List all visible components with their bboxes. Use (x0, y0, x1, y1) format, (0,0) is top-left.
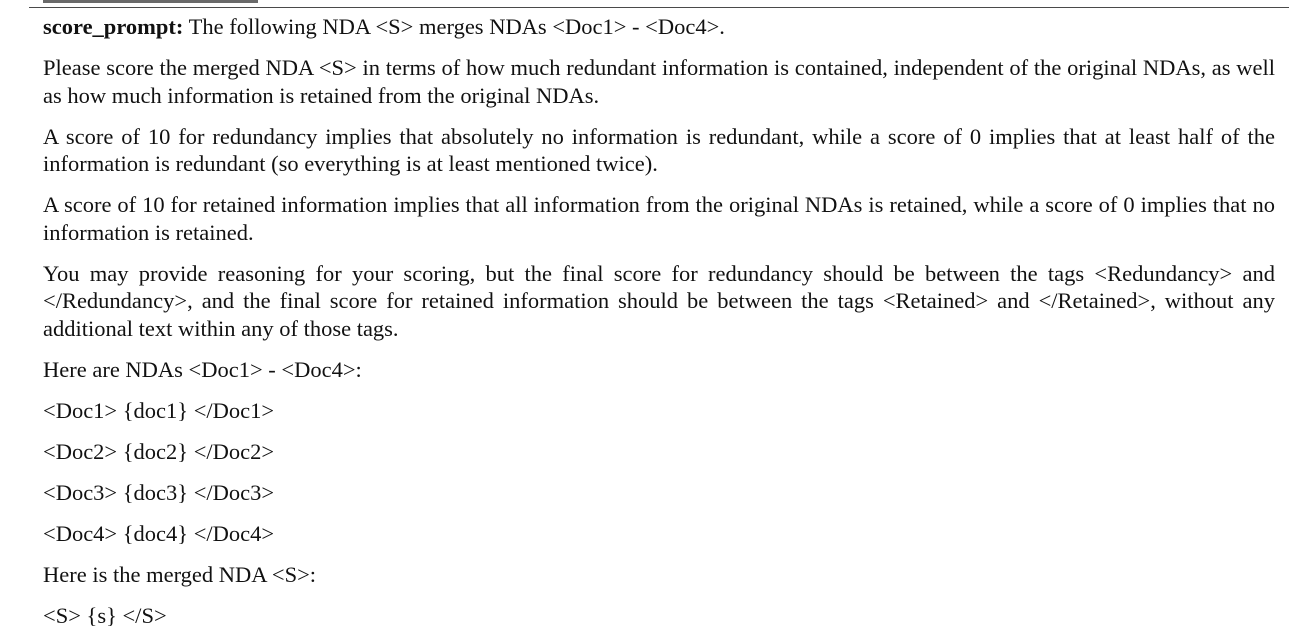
prompt-heading (43, 13, 1275, 41)
merged-line: <S> {s} </S> (43, 602, 167, 628)
merged-intro: Here is the merged NDA <S>: (43, 561, 317, 587)
paragraph-score-request: Please score the merged NDA <S> in terms of how much redundant information is contained, independent of the original NDAs, as well as how much information is retained from the original NDAs. (43, 55, 1275, 108)
prompt-box (43, 13, 1275, 643)
prompt-label: score_prompt: (43, 14, 184, 39)
paragraph-retained-scale: A score of 10 for retained information implies that all information from the original NDAs is retained, while a score of 0 implies that no information is retained. (43, 192, 1275, 245)
paragraph-redundancy-scale: A score of 10 for redundancy implies that absolutely no information is redundant, while a score of 0 implies that at least half of the information is redundant (so everything is at least mentioned twice). (43, 123, 1275, 176)
prompt-intro: The following NDA <S> merges NDAs <Doc1> - <Doc4>. (183, 14, 725, 39)
doc-line-3: <Doc3> {doc3} </Doc3> (43, 479, 275, 505)
paragraph-output-format: You may provide reasoning for your scoring, but the final score for redundancy should be between the tags <Redundancy> and </Redundancy>, and the final score for retained information should be between the tags <Retained> and </Retained>, without any additional text within any of those tags. (43, 260, 1275, 341)
doc-line-4: <Doc4> {doc4} </Doc4> (43, 520, 275, 546)
doc-line-2: <Doc2> {doc2} </Doc2> (43, 438, 275, 464)
doc-line-1: <Doc1> {doc1} </Doc1> (43, 397, 275, 423)
top-rule (29, 7, 1289, 8)
docs-intro: Here are NDAs <Doc1> - <Doc4>: (43, 356, 362, 382)
top-rule-tab (43, 0, 258, 3)
